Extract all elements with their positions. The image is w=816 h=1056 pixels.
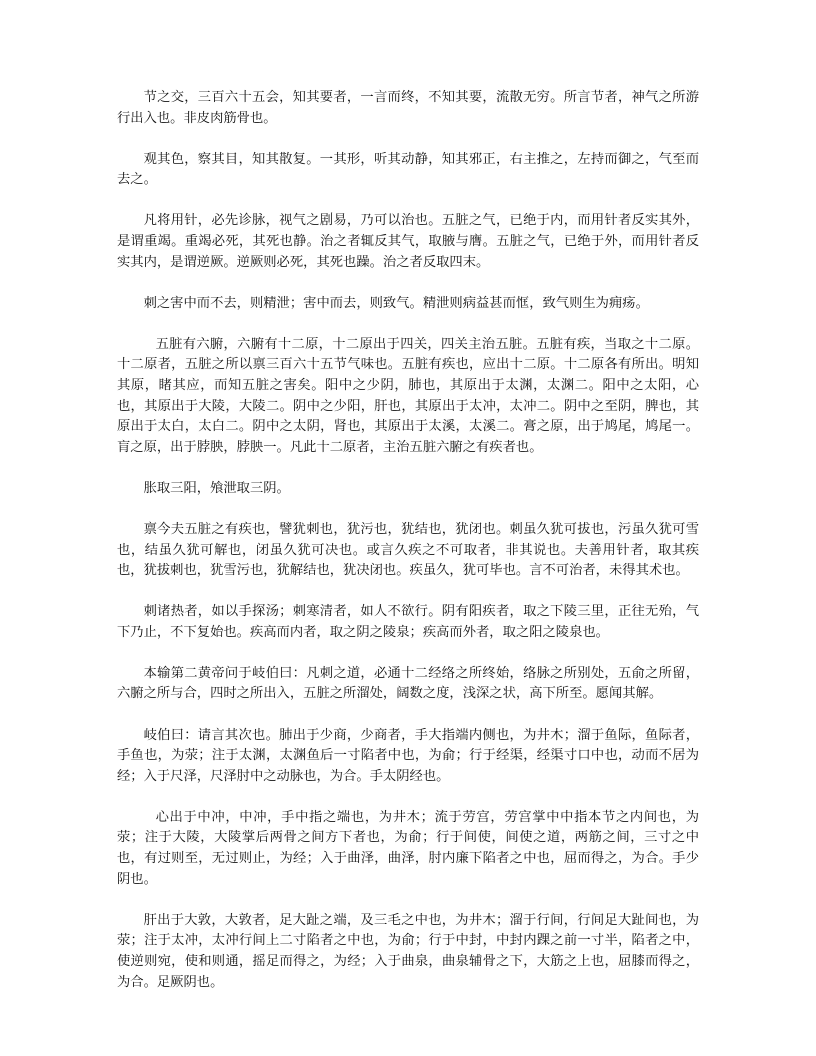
paragraph-12: 肝出于大敦，大敦者，足大趾之端，及三毛之中也，为井木；溜于行间，行间足大趾间也，为荥；注于太冲，太冲行间上二寸陷者之中也，为俞；行于中封，中封内踝之前一寸半，陷者之中，使逆则宛，使和则通，摇足而得之，为经；入于曲泉，曲泉辅骨之下，大筋之上也，屈膝而得之，为合。足厥阴也。 xyxy=(117,912,699,990)
paragraph-1: 节之交，三百六十五会，知其要者，一言而终，不知其要，流散无穷。所言节者，神气之所游行出入也。非皮肉筋骨也。 xyxy=(117,90,699,126)
paragraph-8: 刺诸热者，如以手探汤；刺寒清者，如人不欲行。阴有阳疾者，取之下陵三里，正往无殆，气下乃止，不下复始也。疾高而内者，取之阴之陵泉；疾高而外者，取之阳之陵泉也。 xyxy=(117,604,699,640)
paragraph-5: 五脏有六腑，六腑有十二原，十二原出于四关，四关主治五脏。五脏有疾，当取之十二原。十二原者，五脏之所以禀三百六十五节气味也。五脏有疾也，应出十二原。十二原各有所出。明知其原，睹其应，而知五脏之害矣。阳中之少阴，肺也，其原出于太渊，太渊二。阳中之太阳，心也，其原出于大陵，大陵二。阴中之少阳，肝也，其原出于太冲，太冲二。阴中之至阴，脾也，其原出于太白，太白二。阴中之太阴，肾也，其原出于太溪，太溪二。膏之原，出于鸠尾，鸠尾一。肓之原，出于脖胦，脖胦一。凡此十二原者，主治五脏六腑之有疾者也。 xyxy=(117,336,699,455)
paragraph-3: 凡将用针，必先诊脉，视气之剧易，乃可以治也。五脏之气，已绝于内，而用针者反实其外，是谓重竭。重竭必死，其死也静。治之者辄反其气，取腋与膺。五脏之气，已绝于外，而用针者反实其内，是谓逆厥。逆厥则必死，其死也躁。治之者反取四末。 xyxy=(117,213,699,270)
paragraph-9: 本输第二黄帝问于岐伯曰：凡刺之道，必通十二经络之所终始，络脉之所别处，五俞之所留，六腑之所与合，四时之所出入，五脏之所溜处，阔数之度，浅深之状，高下所至。愿闻其解。 xyxy=(117,665,699,702)
paragraph-10: 岐伯曰：请言其次也。肺出于少商，少商者，手大指端内侧也，为井木；溜于鱼际，鱼际者，手鱼也，为荥；注于太渊，太渊鱼后一寸陷者中也，为俞；行于经渠，经渠寸口中也，动而不居为经；入于尺泽，尺泽肘中之动脉也，为合。手太阴经也。 xyxy=(117,727,699,784)
paragraph-6: 胀取三阳，飧泄取三阴。 xyxy=(143,480,290,496)
paragraph-11: 心出于中冲，中冲，手中指之端也，为井木；流于劳宫，劳宫掌中中指本节之内间也，为荥；注于大陵，大陵掌后两骨之间方下者也，为俞；行于间使，间使之道，两筋之间，三寸之中也，有过则至，无过则止，为经；入于曲泽，曲泽，肘内廉下陷者之中也，屈而得之，为合。手少阴也。 xyxy=(117,809,699,887)
paragraph-2: 观其色，察其目，知其散复。一其形，听其动静，知其邪正，右主推之，左持而御之，气至而去之。 xyxy=(117,151,699,188)
paragraph-4: 刺之害中而不去，则精泄；害中而去，则致气。精泄则病益甚而恇，致气则生为痈疡。 xyxy=(143,295,649,311)
paragraph-7: 禀今夫五脏之有疾也，譬犹刺也，犹污也，犹结也，犹闭也。刺虽久犹可拔也，污虽久犹可雪也，结虽久犹可解也，闭虽久犹可决也。或言久疾之不可取者，非其说也。夫善用针者，取其疾也，犹拔刺也，犹雪污也，犹解结也，犹决闭也。疾虽久，犹可毕也。言不可治者，未得其术也。 xyxy=(117,521,699,579)
document-page xyxy=(117,88,699,1014)
